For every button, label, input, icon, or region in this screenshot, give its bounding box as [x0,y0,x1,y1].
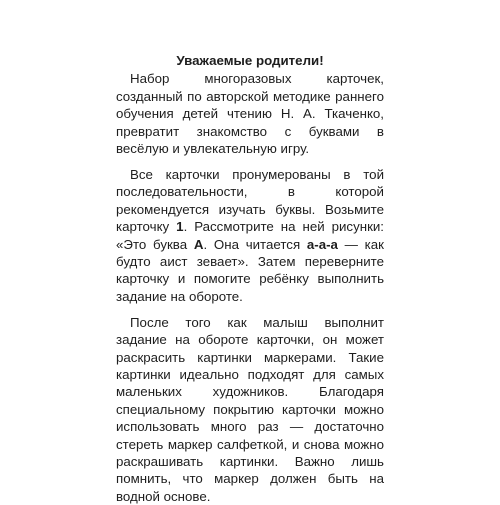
paragraph-text: — как будто аист зевает». Затем переверните карточку и помогите ребёнку выполнить задание на обороте. [116,236,385,304]
paragraph-text: Все карточки пронумерованы в той последовательности, в которой рекомендуется изучать буквы. Возьмите карточку [116,166,384,235]
paragraph-text: После того как малыш выполнит задание на обороте карточки, он может раскрасить картинки маркерами. Такие картинки идеально подходят для самых маленьких художников. Благодаря специальному покрытию карточки можно использовать много раз — достаточно стереть маркер салфеткой, и снова можно раскрашивать картинки. Важно лишь помнить, что маркер должен быть на водной основе. [116,314,384,504]
paragraph-text: Набор многоразовых карточек, созданный по авторской методике раннего обучения детей чтению Н. А. Ткаченко, превратит знакомство с буквами в весёлую и увлекательную игру. [116,71,384,157]
sound-highlight: а-а-а [306,236,338,252]
paragraph-coloring [116,314,384,505]
paragraph-instructions [116,166,384,305]
card-number: 1 [176,219,184,235]
document-page [116,52,384,505]
paragraph-text: . Рассмотрите на ней рисунки: «Это буква [116,219,385,252]
paragraph-intro [116,70,384,157]
paragraph-text: . Она читается [203,236,307,252]
letter-highlight: А [193,236,204,252]
page-title: Уважаемые родители! [176,53,324,68]
